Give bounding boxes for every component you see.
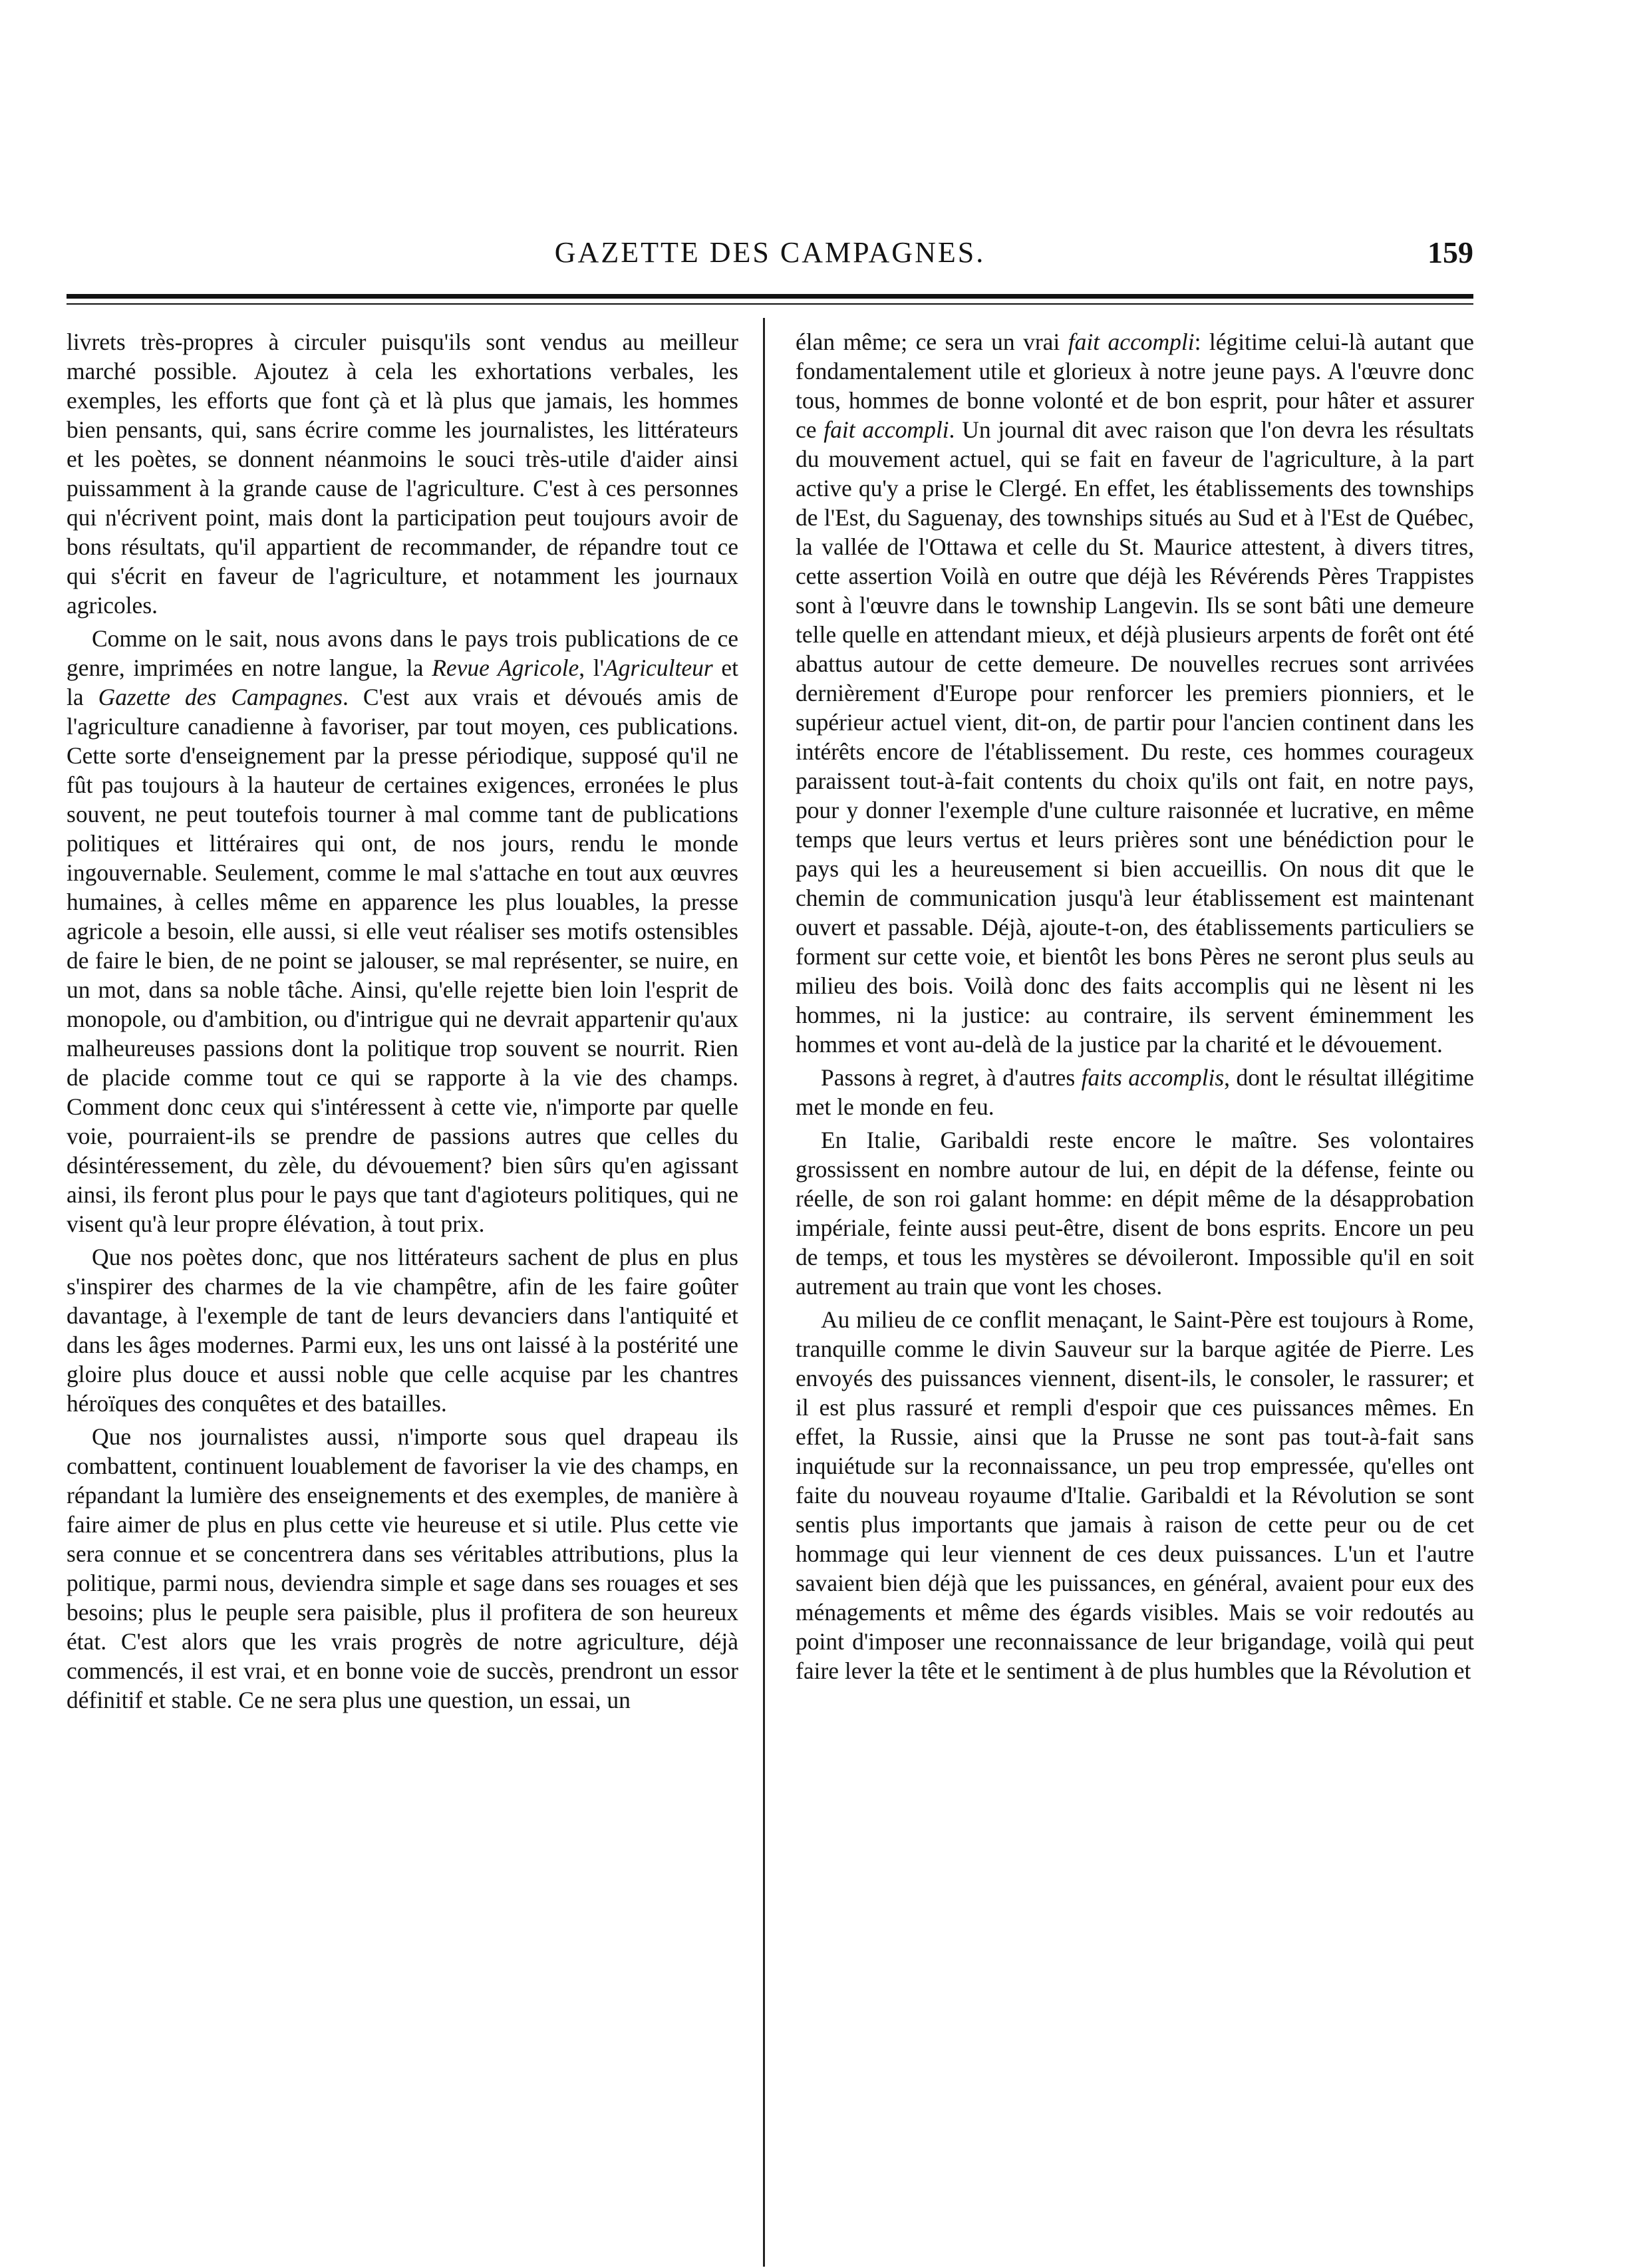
emphasis: fait accompli (823, 416, 949, 443)
header-rule-thin (67, 303, 1473, 305)
right-column (796, 327, 1474, 2256)
publication-title: Agriculteur (604, 654, 713, 681)
text-run: : légitime celui-là autant que fondamentalement utile et glorieux à notre jeune pays. A l'œuvre donc tous, hommes de bonne volonté et de bon esprit, pour hâter et assurer ce (796, 329, 1474, 443)
publication-title: Gazette des Campagnes (98, 684, 343, 710)
paragraph: Que nos poètes donc, que nos littérateurs sachent de plus en plus s'inspirer des charmes de la vie champêtre, afin de les faire goûter davantage, à l'exemple de tant de leurs devanciers dans l'antiquité et dans les âges modernes. Parmi eux, les uns ont laissé à la postérité une gloire plus douce et aussi noble que celle acquise par les chantres héroïques des conquêtes et des batailles. (67, 1244, 738, 1417)
paragraph: En Italie, Garibaldi reste encore le maître. Ses volontaires grossissent en nombre autour de lui, en dépit de la défense, feinte ou réelle, de son roi galant homme: en dépit même de la désapprobation impériale, feinte aussi peut-être, disent de bons esprits. Encore un peu de temps, et tous les mystères se dévoileront. Impossible qu'il en soit autrement au train que vont les choses. (796, 1127, 1474, 1300)
text-run: . Un journal dit avec raison que l'on devra les résultats du mouvement actuel, qui se fait en faveur de l'agriculture, à la part active qu'y a prise le Clergé. En effet, les établissements des townships de l'Est, du Saguenay, des townships situés au Sud et à l'Est de Québec, la vallée de l'Ottawa et celle du St. Maurice attestent, à divers titres, cette assertion Voilà en outre que déjà les Révérends Pères Trappistes sont à l'œuvre dans le township Langevin. Ils se sont bâti une demeure telle quelle en attendant mieux, et déjà plusieurs arpents de forêt ont été abattus autour de cette demeure. De nouvelles recrues sont arrivées dernièrement d'Europe pour renforcer les premiers pionniers, et le supérieur actuel vient, dit-on, de partir pour l'ancien continent dans les intérêts encore de l'établissement. Du reste, ces hommes courageux paraissent tout-à-fait contents du choix qu'ils ont fait, en notre pays, pour y donner l'exemple d'une culture raisonnée et lucrative, en même temps que leurs vertus et leurs prières sont une bénédiction pour le pays qui les a heureusement si bien accueillis. On nous dit que le chemin de communication jusqu'à leur établissement est maintenant ouvert et passable. Déjà, ajoute-t-on, des établissements particuliers se forment sur cette voie, et bientôt les bons Pères ne seront plus seuls au milieu des bois. Voilà donc des faits accomplis qui ne lèsent ni les hommes, ni la justice: au contraire, ils servent éminemment les hommes et vont au-delà de la justice par la charité et le dévouement. (796, 416, 1474, 1058)
emphasis: fait accompli (1068, 329, 1195, 355)
header-rule-thick (67, 294, 1473, 299)
paragraph: livrets très-propres à circuler puisqu'ils sont vendus au meilleur marché possible. Ajoutez à cela les exhortations verbales, les exemples, les efforts que font çà et là plus que jamais, les hommes bien pensants, qui, sans écrire comme les journalistes, les littérateurs et les poètes, se donnent néanmoins le souci très-utile d'aider ainsi puissamment à la grande cause de l'agriculture. C'est à ces personnes qui n'écrivent point, mais dont la participation peut toujours avoir de bons résultats, qu'il appartient de recommander, de répandre tout ce qui s'écrit en faveur de l'agriculture, et notamment les journaux agricoles. (67, 329, 738, 619)
text-run: , dont le résultat illégitime met le monde en feu. (796, 1064, 1474, 1120)
paragraph (67, 624, 738, 1238)
text-run: , l' (579, 654, 605, 681)
text-run: Comme on le sait, nous avons dans le pays trois publications de ce genre, imprimées en notre langue, la (67, 625, 738, 681)
text-run: . C'est aux vrais et dévoués amis de l'agriculture canadienne à favoriser, par tout moyen, ces publications. Cette sorte d'enseignement par la presse périodique, supposé qu'il ne fût pas toujours à la hauteur de certaines exigences, erronées le plus souvent, ne peut toutefois tourner à mal comme tant de publications politiques et littéraires qui ont, de nos jours, rendu le monde ingouvernable. Seulement, comme le mal s'attache en tout aux œuvres humaines, à celles même en apparence les plus louables, la presse agricole a besoin, elle aussi, si elle veut réaliser ses motifs ostensibles de faire le bien, de ne point se jalouser, se mal représenter, se nuire, en un mot, dans sa noble tâche. Ainsi, qu'elle rejette bien loin l'esprit de monopole, ou d'ambition, ou d'intrigue qui ne devrait appartenir qu'aux malheureuses passions dont la politique trop souvent se nourrit. Rien de placide comme tout ce qui se rapporte à la vie des champs. Comment donc ceux qui s'intéressent à cette vie, n'importe par quelle voie, pourraient-ils se prendre de passions autres que celles du désintéressement, du zèle, du dévouement? bien sûrs qu'en agissant ainsi, ils feront plus pour le pays que tant d'agioteurs politiques, qui ne visent qu'à leur propre élévation, à tout prix. (67, 684, 738, 1237)
page-title: GAZETTE DES CAMPAGNES. (554, 236, 986, 269)
paragraph (796, 1063, 1474, 1121)
publication-title: Revue Agricole (432, 654, 579, 681)
paragraph (796, 327, 1474, 1059)
paragraph: Que nos journalistes aussi, n'importe sous quel drapeau ils combattent, continuent louablement de favoriser la vie des champs, en répandant la lumière des enseignements et des exemples, de manière à faire aimer de plus en plus cette vie heureuse et si utile. Plus cette vie sera connue et se concentrera dans ses véritables attributions, plus la politique, parmi nous, deviendra simple et sage dans ses rouages et ses besoins; plus le peuple sera paisible, plus il profitera de son heureux état. C'est alors que les vrais progrès de notre agriculture, déjà commencés, il est vrai, et en bonne voie de succès, prendront un essor définitif et stable. Ce ne sera plus une question, un essai, un (67, 1423, 738, 1713)
left-column (67, 327, 738, 2256)
paragraph: Au milieu de ce conflit menaçant, le Saint-Père est toujours à Rome, tranquille comme le divin Sauveur sur la barque agitée de Pierre. Les envoyés des puissances viennent, disent-ils, le consoler, le rassurer; et il est plus rassuré et rempli d'espoir que ces puissances mêmes. En effet, la Russie, ainsi que la Prusse ne sont pas tout-à-fait sans inquiétude sur la reconnaissance, un peu trop empressée, qu'elles ont faite du nouveau royaume d'Italie. Garibaldi et la Révolution se sont sentis plus importants que jamais à raison de cette peur ou de cet hommage qui leur viennent de ces deux puissances. L'un et l'autre savaient bien déjà que les puissances, en général, avaient pour eux des ménagements et même des égards visibles. Mais se voir redoutés au point d'imposer une reconnaissance de leur brigandage, voilà qui peut faire lever la tête et le sentiment à de plus humbles que la Révolution et (796, 1306, 1474, 1684)
text-run: et la (67, 654, 738, 710)
page-header (67, 226, 1473, 279)
page-number: 159 (1427, 235, 1473, 269)
column-divider (763, 318, 765, 2267)
text-run: élan même; ce sera un vrai (796, 329, 1068, 355)
text-run: Passons à regret, à d'autres (821, 1064, 1082, 1091)
emphasis: faits accomplis (1081, 1064, 1225, 1091)
